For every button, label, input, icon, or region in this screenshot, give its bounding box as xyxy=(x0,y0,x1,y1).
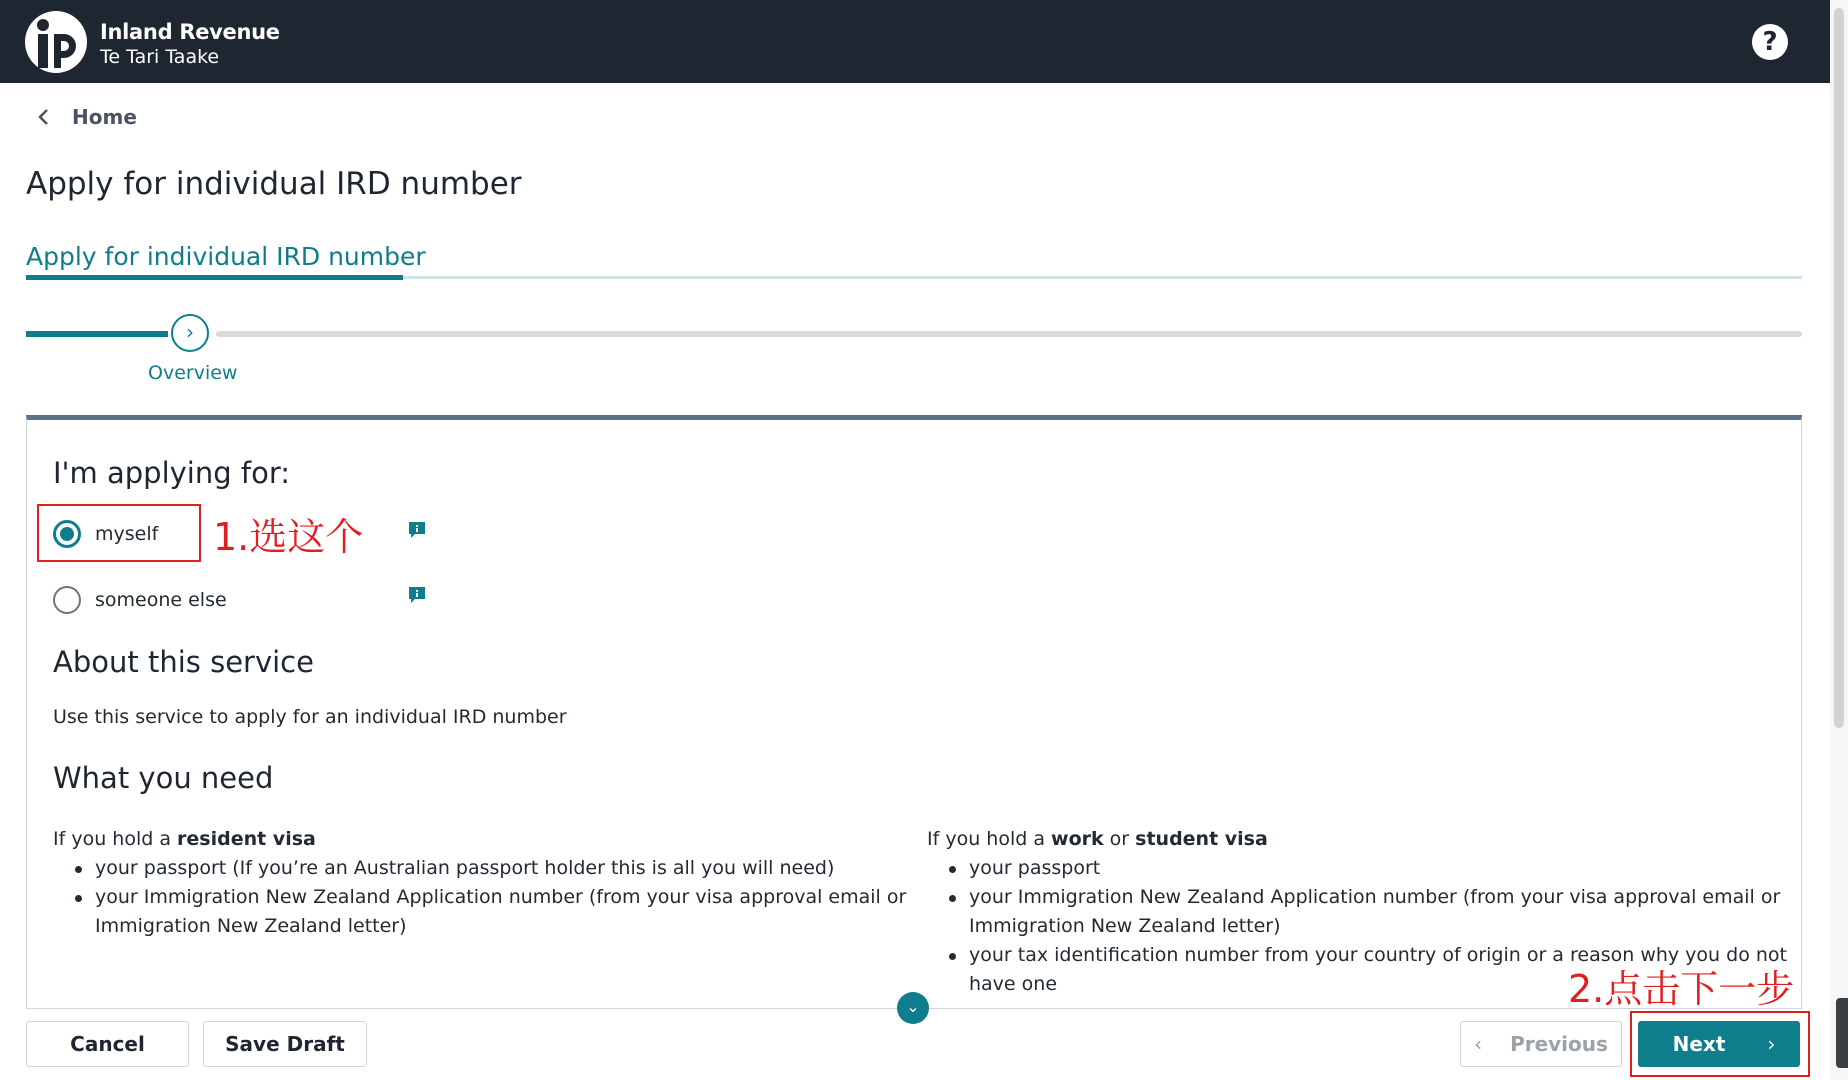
brand-line1: Inland Revenue xyxy=(100,20,280,44)
previous-button[interactable] xyxy=(1460,1021,1622,1067)
annotation-step1: 1.选这个 xyxy=(213,515,364,559)
what-you-need-heading: What you need xyxy=(53,761,274,795)
page-title: Apply for individual IRD number xyxy=(26,166,522,202)
stepper-track xyxy=(216,331,1802,337)
about-text: Use this service to apply for an individual IRD number xyxy=(53,706,567,728)
annotation-box-myself xyxy=(37,504,201,562)
about-heading: About this service xyxy=(53,645,314,679)
list-item: your passport (If you’re an Australian passport holder this is all you will need) xyxy=(95,854,913,883)
chevron-left-icon: ‹ xyxy=(1474,1032,1483,1056)
list-item: your passport xyxy=(969,854,1787,883)
info-comment-icon[interactable] xyxy=(407,520,427,540)
list-item: your tax identification number from your country of origin or a reason why you do not have one xyxy=(969,941,1787,999)
resident-visa-section xyxy=(53,825,913,941)
resident-intro: If you hold a resident visa xyxy=(53,828,316,850)
list-item: your Immigration New Zealand Application number (from your visa approval email or Immigration New Zealand letter) xyxy=(95,883,913,941)
chevron-right-icon: › xyxy=(1767,1032,1776,1056)
scroll-down-chevron-icon[interactable]: ⌄ xyxy=(897,992,929,1024)
chevron-left-icon xyxy=(34,104,54,130)
step-overview-label: Overview xyxy=(148,362,238,384)
radio-someone-else[interactable] xyxy=(53,586,81,614)
stepper-progress xyxy=(26,331,168,337)
tab-active-indicator xyxy=(26,275,403,280)
step-overview-chevron-icon[interactable]: › xyxy=(171,314,209,352)
annotation-step2: 2.点击下一步 xyxy=(1568,967,1795,1011)
previous-label: Previous xyxy=(1510,1032,1608,1056)
cancel-button[interactable]: Cancel xyxy=(26,1021,189,1067)
breadcrumb-home-link[interactable]: Home xyxy=(72,105,137,129)
save-draft-button[interactable]: Save Draft xyxy=(203,1021,367,1067)
top-header xyxy=(0,0,1830,83)
tab-apply-ird[interactable]: Apply for individual IRD number xyxy=(26,242,426,271)
annotation-box-next xyxy=(1630,1011,1810,1077)
help-button[interactable]: ? xyxy=(1752,24,1788,60)
breadcrumb[interactable] xyxy=(34,104,137,130)
brand-name xyxy=(100,19,280,69)
next-label: Next xyxy=(1672,1032,1726,1056)
applying-for-question: I'm applying for: xyxy=(53,456,290,490)
radio-someone-else-label[interactable]: someone else xyxy=(95,589,227,611)
side-widget[interactable] xyxy=(1836,998,1848,1068)
brand-line2: Te Tari Taake xyxy=(100,46,220,68)
inland-revenue-logo-icon[interactable] xyxy=(24,10,88,74)
info-comment-icon[interactable] xyxy=(407,585,427,605)
page-scrollbar-thumb[interactable] xyxy=(1834,8,1844,728)
option-someone-else[interactable] xyxy=(53,586,227,614)
work-intro: If you hold a work or student visa xyxy=(927,828,1268,850)
radio-myself-label[interactable]: myself xyxy=(95,523,159,545)
form-card xyxy=(26,415,1802,1009)
list-item: your Immigration New Zealand Application number (from your visa approval email or Immigration New Zealand letter) xyxy=(969,883,1787,941)
